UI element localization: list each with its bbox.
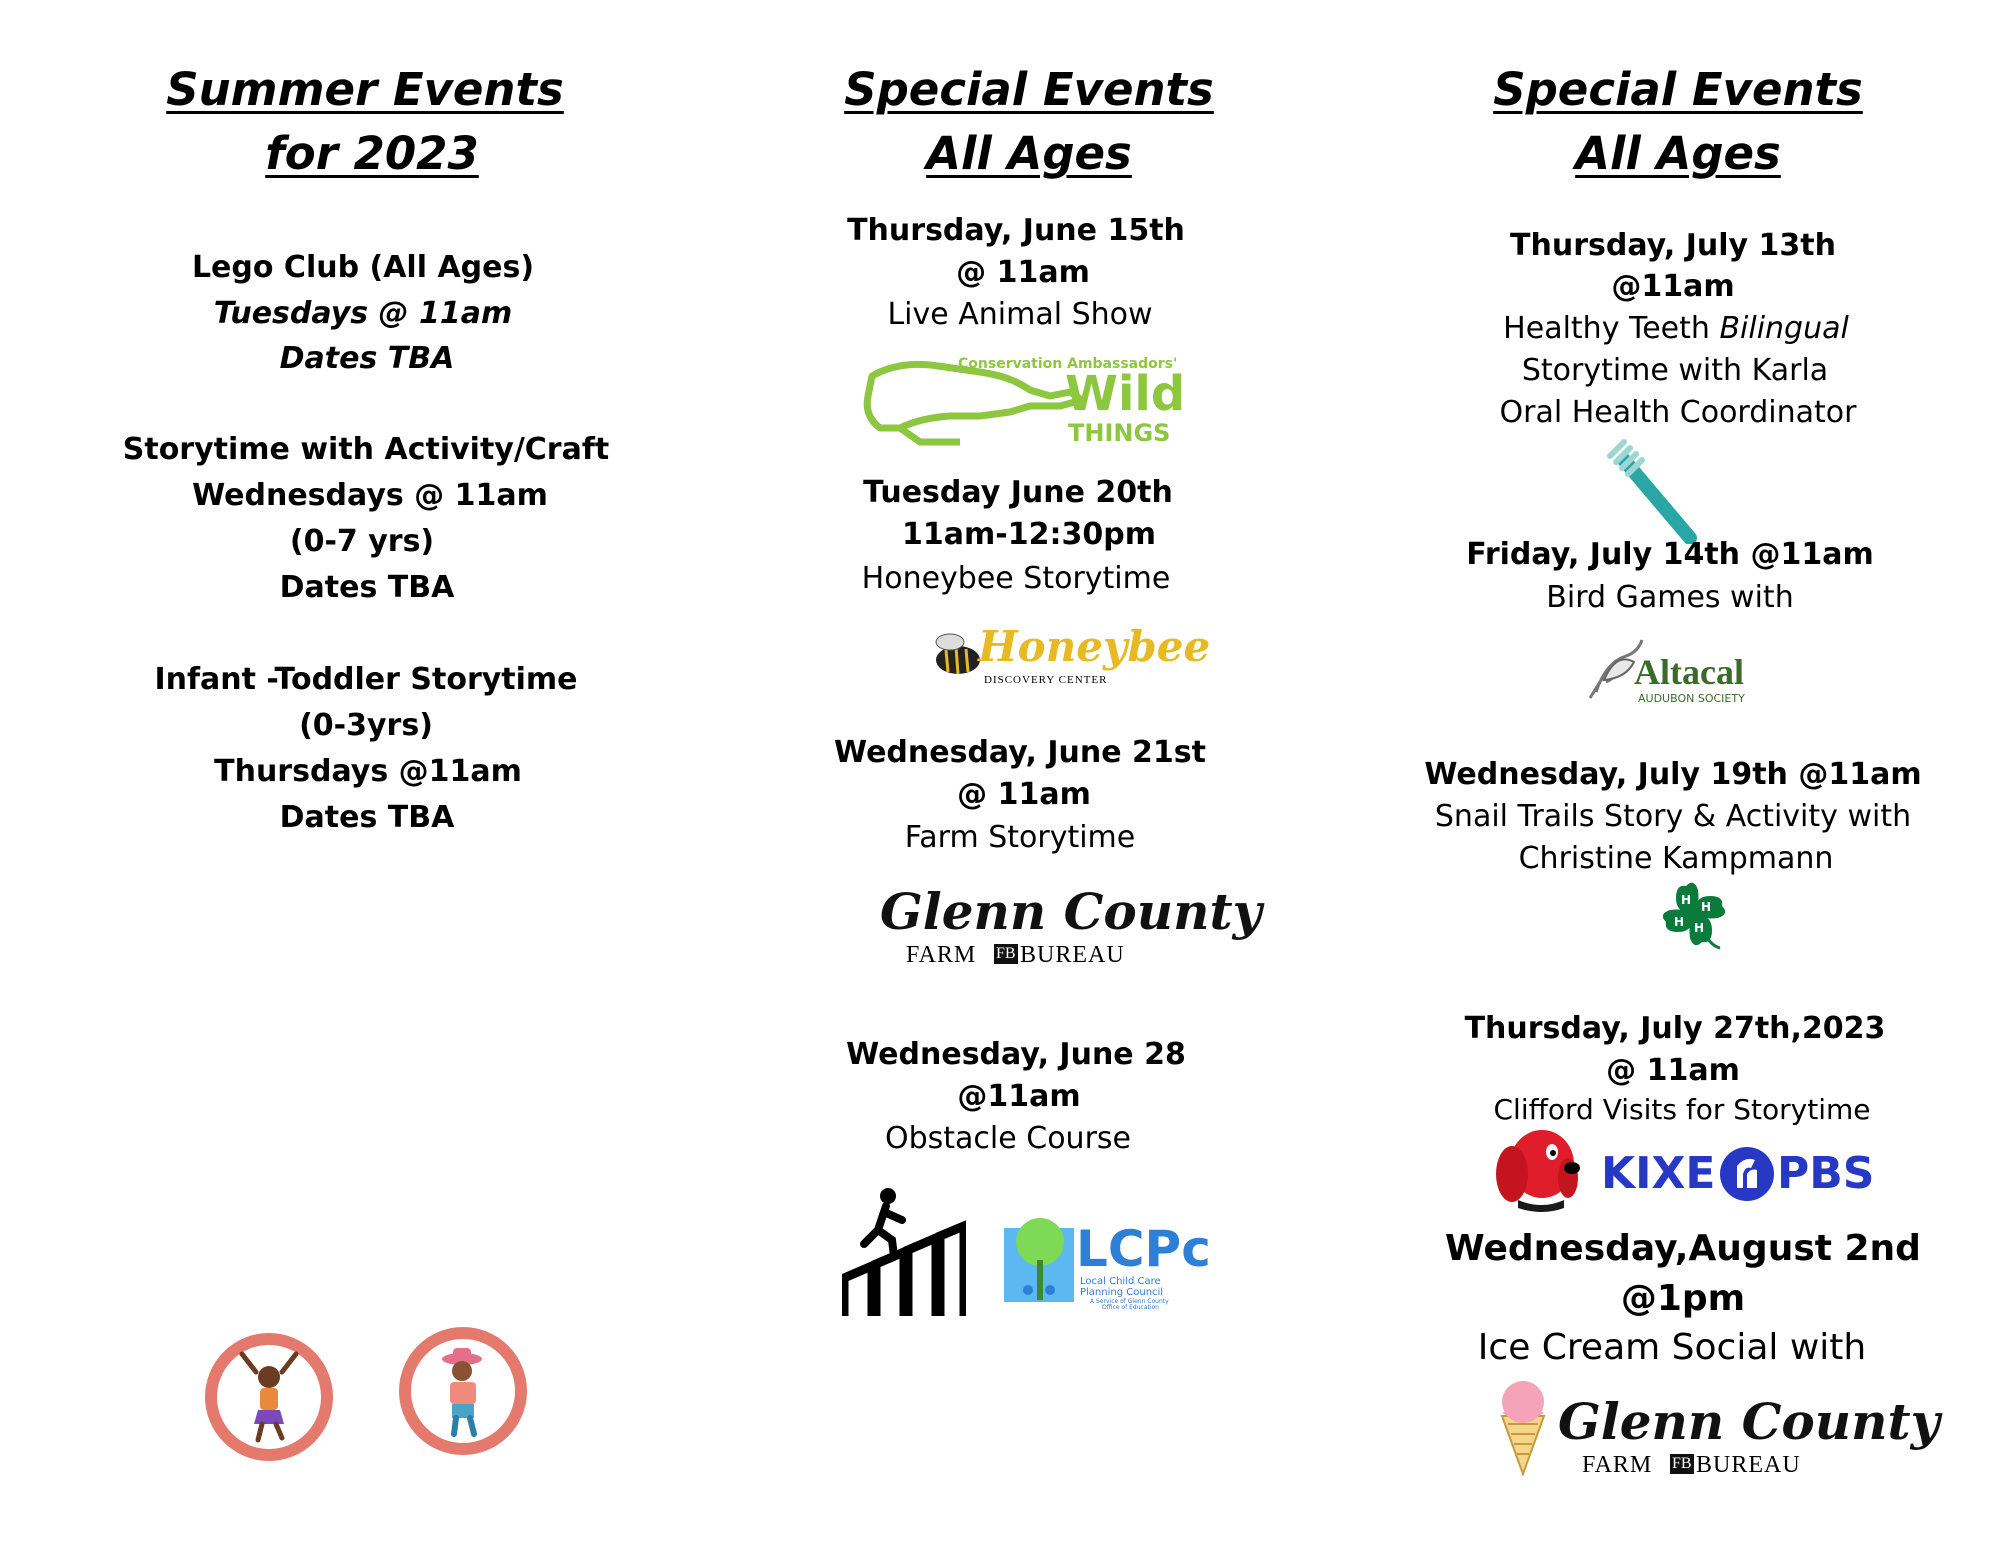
june28-time: @11am (957, 1079, 1081, 1114)
glenn-county-logo (880, 882, 1262, 972)
july19-desc-line1: Snail Trails Story & Activity with (1434, 799, 1912, 834)
person-climbing-steps-icon (842, 1186, 966, 1316)
clifford-graphic (1492, 1120, 1582, 1216)
july27-date: Thursday, July 27th,2023 (1464, 1011, 1886, 1046)
glenn-county-word-2: Glenn County (1558, 1392, 1940, 1451)
pbs-word: PBS (1777, 1148, 1875, 1199)
kixe-word: KIXE (1601, 1148, 1716, 1199)
june15-desc: Live Animal Show (887, 297, 1153, 332)
june20-time: 11am-12:30pm (902, 517, 1156, 552)
lcpc-sub1: Local Child Care (1080, 1276, 1161, 1287)
col1-title-line1: Summer Events (166, 63, 564, 116)
june20-date: Tuesday June 20th (863, 475, 1173, 510)
lcpc-sub3: A Service of Glenn County (1090, 1298, 1169, 1305)
july19-desc-line2: Christine Kampmann (1518, 841, 1834, 876)
ice-cream-graphic (1494, 1380, 1552, 1476)
aug2-date: Wednesday,August 2nd (1445, 1228, 1921, 1269)
kid-badge-left (204, 1332, 334, 1462)
dancing-kid-icon (204, 1332, 334, 1462)
infant-toddler-ages: (0-3yrs) (299, 708, 433, 743)
wild-things-word2: THINGS (1068, 419, 1171, 447)
wild-things-word: Wild (1065, 366, 1186, 422)
lcpc-sub4: Office of Education (1102, 1304, 1159, 1311)
storytime-craft-title: Storytime with Activity/Craft (122, 432, 610, 467)
kid-badge-right (398, 1326, 528, 1456)
glenn-county-farm-2: FARM (1582, 1452, 1653, 1478)
june21-desc: Farm Storytime (904, 820, 1136, 855)
july13-desc-line3: Oral Health Coordinator (1499, 395, 1857, 430)
bee-icon (926, 628, 986, 684)
july13-desc-line2: Storytime with Karla (1521, 353, 1829, 388)
col2-title-line1: Special Events (844, 63, 1214, 116)
aug2-time: @1pm (1620, 1278, 1746, 1319)
red-dog-icon (1492, 1120, 1582, 1216)
glenn-county-fb: FB (996, 945, 1016, 962)
tree-icon (1004, 1210, 1074, 1310)
col2-title-line2: All Ages (926, 127, 1132, 180)
toothbrush-icon (1606, 438, 1702, 544)
wild-things-logo (860, 356, 1186, 452)
july13-desc-a: Healthy Teeth (1503, 311, 1720, 346)
altacal-sub: AUDUBON SOCIETY (1638, 692, 1745, 705)
infant-toddler-dates: Dates TBA (279, 800, 455, 835)
july19-date: Wednesday, July 19th @11am (1424, 757, 1922, 792)
june28-desc: Obstacle Course (885, 1121, 1131, 1156)
glenn-county-bureau-2: BUREAU (1696, 1452, 1801, 1478)
storytime-craft-when: Wednesdays @ 11am (192, 478, 548, 513)
infant-toddler-title: Infant -Toddler Storytime (154, 662, 578, 697)
lcpc-sub2: Planning Council (1080, 1287, 1164, 1298)
lcpc-logo (1004, 1210, 1211, 1311)
lego-when: Tuesdays @ 11am (213, 296, 513, 331)
honeybee-logo (926, 622, 1211, 702)
glenn-county-logo-2 (1558, 1392, 1940, 1482)
july13-date: Thursday, July 13th (1510, 228, 1836, 263)
wild-things-top-text: Conservation Ambassadors' (958, 356, 1178, 372)
storytime-craft-dates: Dates TBA (279, 570, 455, 605)
june15-time: @ 11am (956, 255, 1090, 290)
ice-cream-cone-icon (1494, 1380, 1552, 1476)
four-h-letter-1: H (1681, 893, 1692, 907)
lego-title: Lego Club (All Ages) (191, 250, 535, 285)
col3-title-line2: All Ages (1575, 127, 1781, 180)
july14-desc: Bird Games with (1546, 580, 1794, 615)
glenn-county-farm: FARM (906, 942, 977, 968)
june21-date: Wednesday, June 21st (834, 735, 1206, 770)
lego-dates: Dates TBA (279, 341, 455, 376)
aug2-desc: Ice Cream Social with (1477, 1327, 1867, 1368)
four-h-letter-4: H (1674, 915, 1685, 929)
june20-desc: Honeybee Storytime (861, 561, 1171, 596)
storytime-craft-ages: (0-7 yrs) (289, 524, 435, 559)
kixe-pbs-logo (1601, 1146, 1875, 1206)
july14-date: Friday, July 14th @11am (1466, 537, 1874, 572)
june28-date: Wednesday, June 28 (846, 1037, 1186, 1072)
lcpc-word: LCPc (1076, 1220, 1211, 1278)
june15-date: Thursday, June 15th (847, 213, 1185, 248)
pbs-head-icon (1719, 1146, 1775, 1202)
cowgirl-kid-icon (398, 1326, 528, 1456)
four-h-letter-2: H (1701, 900, 1712, 914)
july13-time: @11am (1611, 269, 1735, 304)
toothbrush-graphic (1606, 438, 1702, 544)
clover-icon (1654, 876, 1734, 956)
july27-time: @ 11am (1606, 1053, 1740, 1088)
july27-desc: Clifford Visits for Storytime (1493, 1093, 1871, 1126)
glenn-county-word: Glenn County (880, 882, 1262, 941)
col1-title-line2: for 2023 (265, 127, 479, 180)
honeybee-word: Honeybee (978, 622, 1211, 671)
obstacle-course-graphic (842, 1186, 966, 1316)
four-h-letter-3: H (1694, 921, 1705, 935)
four-h-logo (1654, 876, 1734, 956)
july13-desc-line1 (1503, 311, 1849, 346)
june21-time: @ 11am (957, 777, 1091, 812)
col3-title-line1: Special Events (1493, 63, 1863, 116)
honeybee-sub: DISCOVERY CENTER (984, 674, 1108, 686)
glenn-county-bureau: BUREAU (1020, 942, 1125, 968)
glenn-county-fb-2: FB (1672, 1455, 1692, 1472)
july13-desc-bilingual: Bilingual (1719, 311, 1849, 346)
infant-toddler-when: Thursdays @11am (214, 754, 522, 789)
altacal-logo (1586, 632, 1766, 706)
altacal-word: Altacal (1634, 652, 1744, 692)
